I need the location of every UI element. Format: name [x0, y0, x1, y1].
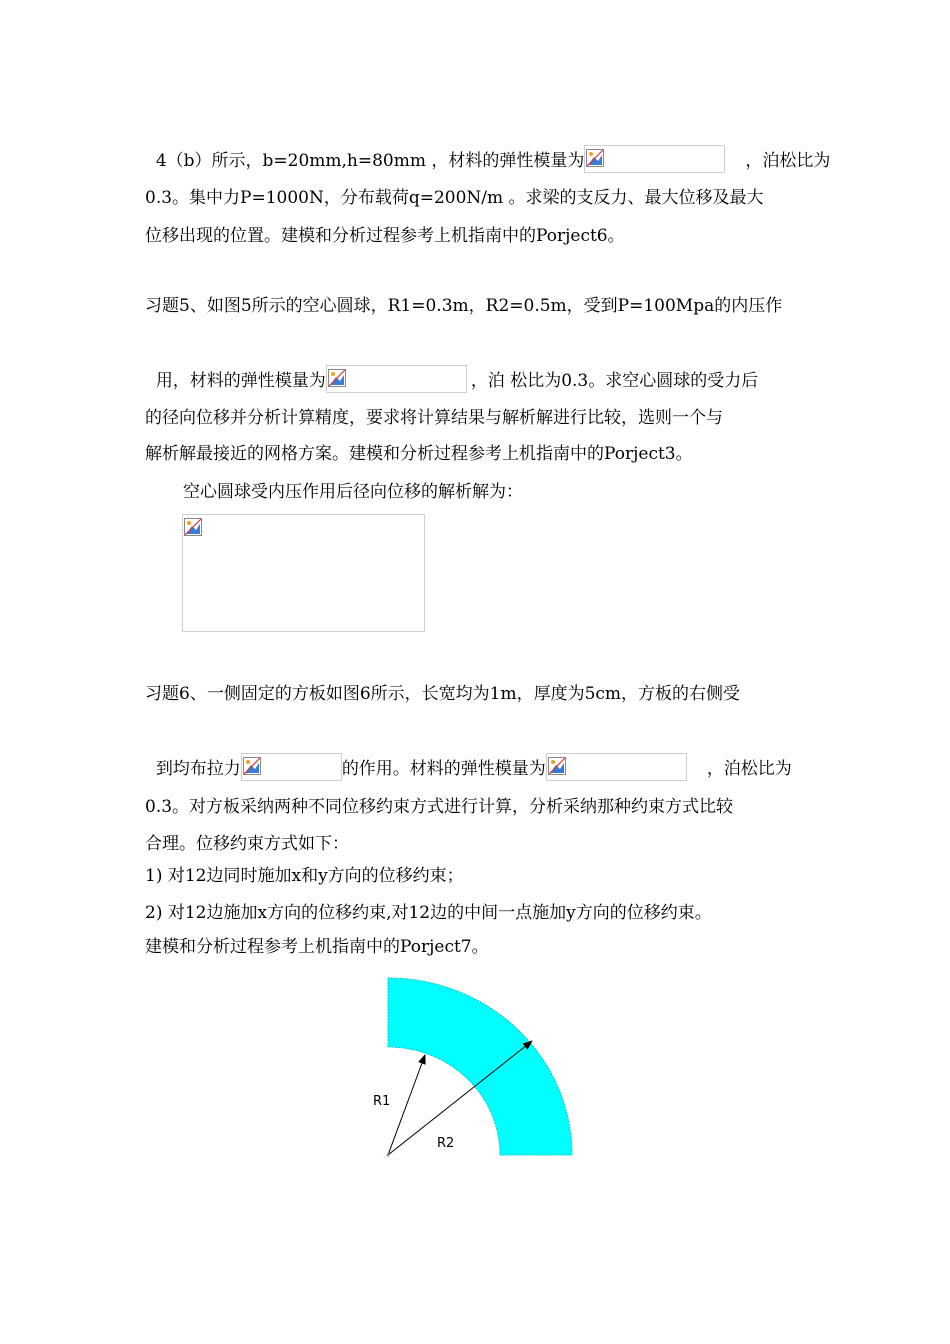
broken-image-elastic-modulus-1 — [584, 145, 725, 173]
ex4-line-2: 0.3。集中力P=1000N，分布载荷q=200N/m 。求梁的支反力、最大位移及最大 — [145, 188, 764, 208]
broken-image-icon — [328, 369, 346, 387]
broken-image-icon — [184, 518, 202, 536]
broken-image-icon — [548, 757, 566, 775]
broken-image-analytic-solution — [182, 514, 425, 632]
ex6-line-4: 合理。位移约束方式如下： — [145, 834, 349, 854]
hollow-sphere-figure — [360, 970, 590, 1170]
broken-image-elastic-modulus-3 — [546, 753, 687, 781]
ex6-line-7: 建模和分析过程参考上机指南中的Porject7。 — [145, 937, 489, 957]
ex6-line-6: 2) 对12边施加x方向的位移约束,对12边的中间一点施加y方向的位移约束。 — [145, 903, 712, 923]
label-r1: R1 — [373, 1094, 391, 1109]
ex6-line-1: 习题6、一侧固定的方板如图6所示，长宽均为1m，厚度为5cm，方板的右侧受 — [145, 684, 741, 704]
broken-image-elastic-modulus-2 — [326, 365, 467, 393]
ex6-line-2: 到均布拉力 的作用。材料的弹性模量为 ，泊松比为 — [145, 735, 792, 781]
ex6-line-3: 0.3。对方板采纳两种不同位移约束方式进行计算，分析采纳那种约束方式比较 — [145, 797, 734, 817]
ex6-line-5: 1) 对12边同时施加x和y方向的位移约束； — [145, 866, 464, 886]
broken-image-tension-load — [241, 753, 342, 781]
ex5-line-1: 习题5、如图5所示的空心圆球，R1=0.3m，R2=0.5m，受到P=100Mpa的内压作 — [145, 296, 783, 316]
ex4-line-1: 4（b）所示，b=20mm,h=80mm ，材料的弹性模量为 ，泊松比为 — [145, 128, 830, 173]
ex5-line-2: 用，材料的弹性模量为 ，泊 松比为0.3。求空心圆球的受力后 — [145, 347, 758, 393]
broken-image-icon — [243, 757, 261, 775]
ex4-line-3: 位移出现的位置。建模和分析过程参考上机指南中的Porject6。 — [145, 226, 625, 246]
ex5-line-4: 解析解最接近的网格方案。建模和分析过程参考上机指南中的Porject3。 — [145, 444, 693, 464]
label-r2: R2 — [437, 1136, 455, 1151]
broken-image-icon — [586, 149, 604, 167]
ex5-line-3: 的径向位移并分析计算精度，要求将计算结果与解析解进行比较，选则一个与 — [145, 408, 723, 428]
annular-sector — [388, 978, 572, 1155]
ex5-line-5: 空心圆球受内压作用后径向位移的解析解为： — [183, 482, 523, 502]
origin-point — [387, 1154, 390, 1157]
